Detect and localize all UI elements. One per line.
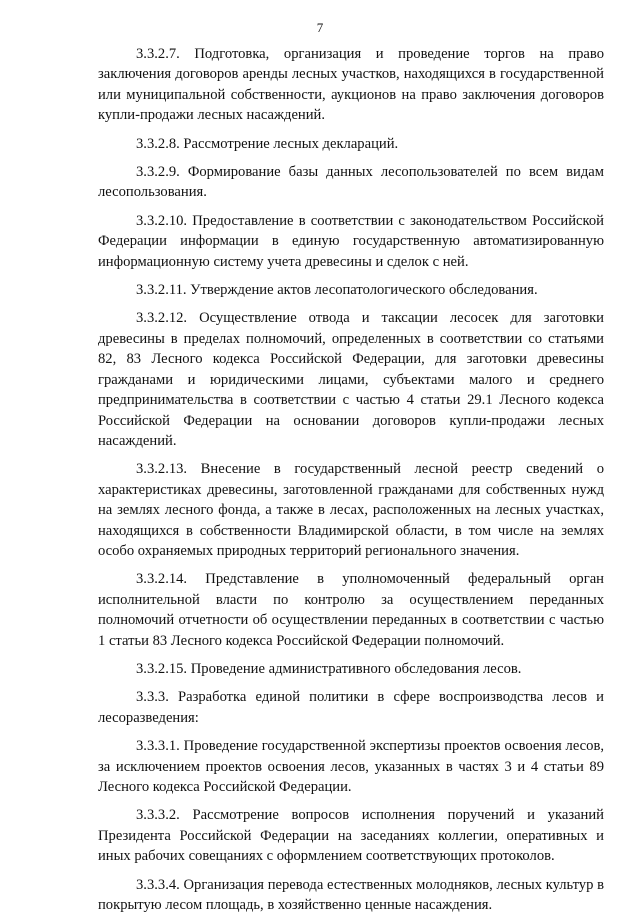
paragraph-3-3-2-12: 3.3.2.12. Осуществление отвода и таксации лесосек для заготовки древесины в пределах полномочий, определенных в соответствии со статьями 82, 83 Лесного кодекса Российской Федерации, для заготовки древесины гражданами и юридическими лицами, субъектами малого и среднего предпринимательства в соответствии с частью 4 статьи 29.1 Лесного кодекса Российской Федерации на основании договоров купли-продажи лесных насаждений. — [98, 310, 604, 449]
paragraph-3-3-3-4: 3.3.3.4. Организация перевода естественных молодняков, лесных культур в покрытую лесом площадь, в хозяйственно ценные насаждения. — [98, 876, 604, 914]
paragraph-3-3-2-13: 3.3.2.13. Внесение в государственный лесной реестр сведений о характеристиках древесины, заготовленной гражданами для собственных нужд на землях лесного фонда, а также в лесах, расположенных на лесных участках, находящихся в собственности Владимирской области, в том числе на землях особо охраняемых природных территорий регионального значения. — [98, 461, 604, 559]
paragraph-3-3-2-11: 3.3.2.11. Утверждение актов лесопатологического обследования. — [136, 282, 538, 299]
paragraph-3-3-3: 3.3.3. Разработка единой политики в сфере воспроизводства лесов и лесоразведения: — [98, 689, 604, 726]
paragraph-3-3-2-8: 3.3.2.8. Рассмотрение лесных деклараций. — [136, 135, 399, 152]
paragraph-3-3-2-7: 3.3.2.7. Подготовка, организация и проведение торгов на право заключения договоров аренды лесных участков, находящихся в государственной или муниципальной собственности, аукционов на право заключения договоров купли-продажи лесных насаждений. — [98, 46, 604, 124]
paragraph-3-3-3-2: 3.3.3.2. Рассмотрение вопросов исполнения поручений и указаний Президента Российской Федерации на заседаниях коллегии, оперативных и иных рабочих совещаниях с оформлением соответствующих протоколов. — [98, 807, 604, 865]
paragraph-3-3-2-14: 3.3.2.14. Представление в уполномоченный федеральный орган исполнительной власти по контролю за осуществлением переданных полномочий отчетности об осуществлении переданных в соответствии с частью 1 статьи 83 Лесного кодекса Российской Федерации полномочий. — [98, 571, 604, 649]
paragraph-3-3-3-1: 3.3.3.1. Проведение государственной экспертизы проектов освоения лесов, за исключением проектов освоения лесов, указанных в частях 3 и 4 статьи 89 Лесного кодекса Российской Федерации. — [98, 738, 604, 795]
paragraph-3-3-2-15: 3.3.2.15. Проведение административного обследования лесов. — [136, 660, 522, 677]
page-number: 7 — [316, 20, 324, 35]
document-body — [98, 44, 604, 923]
paragraph-3-3-2-9: 3.3.2.9. Формирование базы данных лесопользователей по всем видам лесопользования. — [98, 164, 604, 201]
paragraph-3-3-2-10: 3.3.2.10. Предоставление в соответствии с законодательством Российской Федерации информации в единую государственную автоматизированную информационную систему учета древесины и сделок с ней. — [98, 212, 604, 270]
